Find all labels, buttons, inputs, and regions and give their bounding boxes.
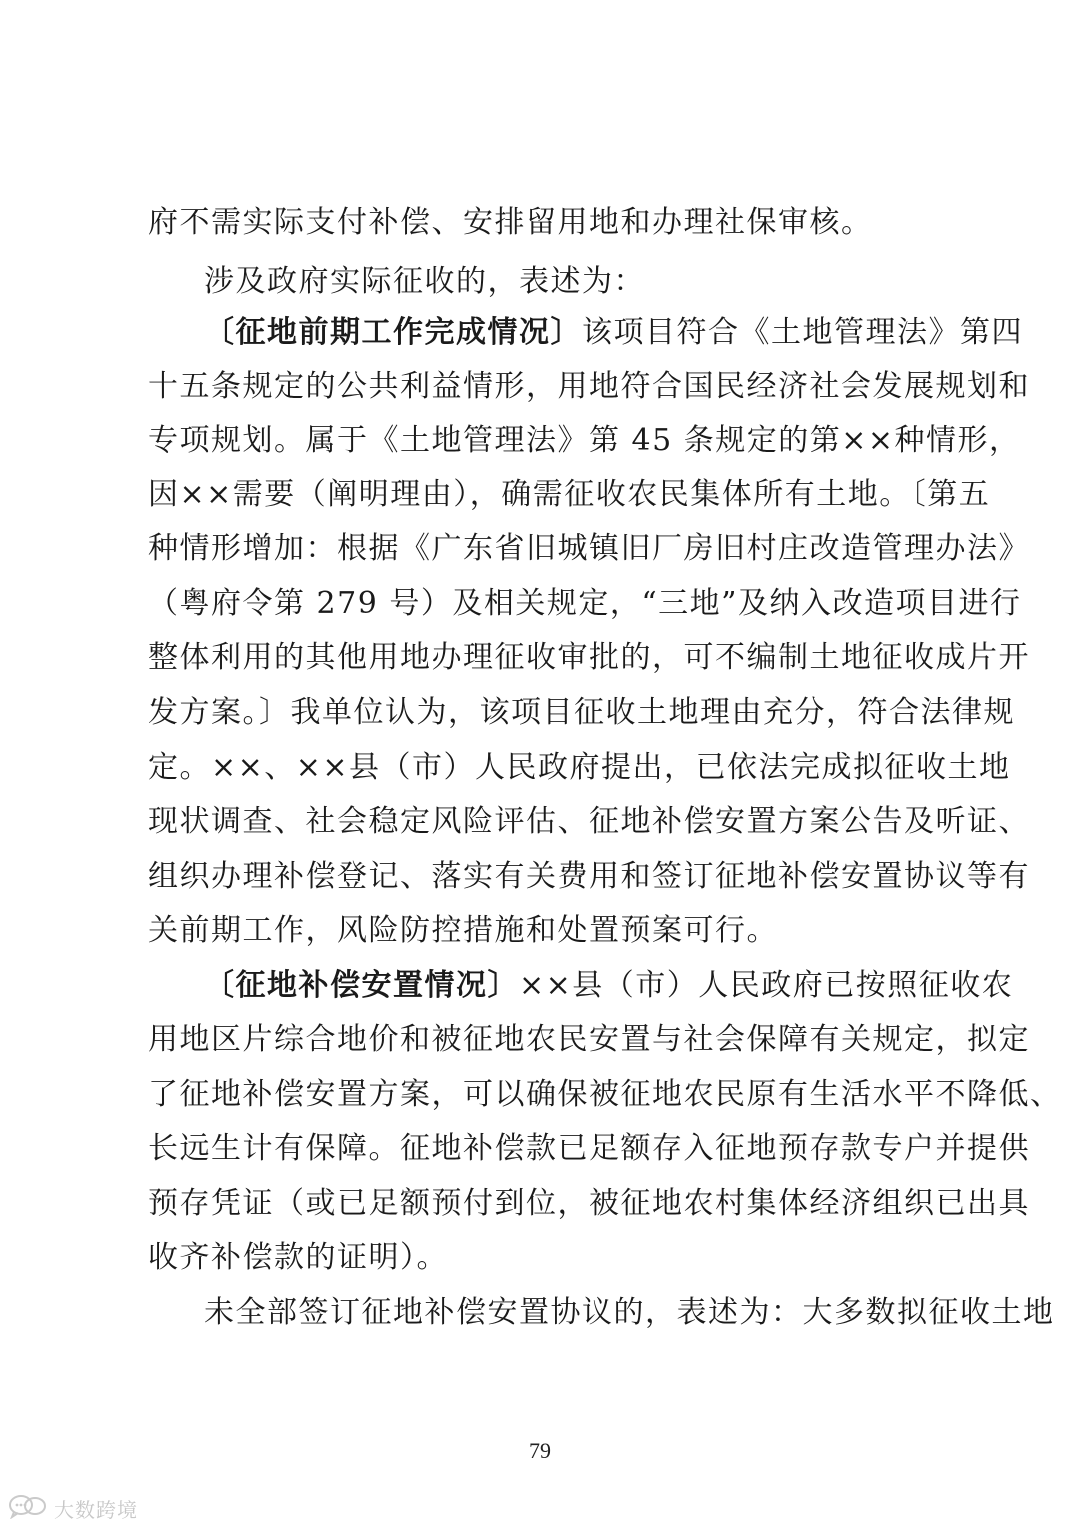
section-heading-land-preparation: 〔征地前期工作完成情况〕	[204, 315, 582, 350]
text-line: 现状调查、社会稳定风险评估、征地补偿安置方案公告及听证、	[148, 804, 1030, 839]
text-line: 种情形增加：根据《广东省旧城镇旧厂房旧村庄改造管理办法》	[148, 531, 1030, 566]
watermark-text: 大数跨境	[54, 1497, 138, 1522]
text-line: （粤府令第 279 号）及相关规定，“三地”及纳入改造项目进行	[148, 586, 1022, 621]
text-line: 未全部签订征地补偿安置协议的，表述为：大多数拟征收土地	[204, 1295, 1055, 1330]
text-line: 预存凭证（或已足额预付到位，被征地农村集体经济组织已出具	[148, 1186, 1030, 1221]
text-line: 收齐补偿款的证明）。	[148, 1240, 448, 1275]
text-line: 府不需实际支付补偿、安排留用地和办理社保审核。	[148, 205, 873, 240]
text-line: 了征地补偿安置方案，可以确保被征地农民原有生活水平不降低、	[148, 1077, 1062, 1112]
text-line: 关前期工作，风险防控措施和处置预案可行。	[148, 913, 778, 948]
chat-bubble-logo-icon	[8, 1493, 48, 1523]
text-line: 整体利用的其他用地办理征收审批的，可不编制土地征收成片开	[148, 640, 1030, 675]
text-line: 组织办理补偿登记、落实有关费用和签订征地补偿安置协议等有	[148, 859, 1030, 894]
text-line	[204, 959, 1014, 1013]
text-line: 发方案。〕我单位认为，该项目征收土地理由充分，符合法律规	[148, 695, 1015, 730]
text-run: ××县（市）人民政府已按照征收农	[519, 968, 1014, 1003]
text-line: 十五条规定的公共利益情形，用地符合国民经济社会发展规划和	[148, 369, 1030, 404]
watermark	[8, 1492, 138, 1524]
text-line: 因××需要（阐明理由），确需征收农民集体所有土地。〔第五	[148, 477, 991, 512]
text-run: 该项目符合《土地管理法》第四	[582, 315, 1023, 350]
text-line: 专项规划。属于《土地管理法》第 45 条规定的第××种情形，	[148, 423, 1021, 458]
text-line: 定。××、××县（市）人民政府提出，已依法完成拟征收土地	[148, 750, 1011, 785]
page-number: 79	[529, 1438, 551, 1463]
text-line: 涉及政府实际征收的，表述为：	[204, 264, 645, 299]
text-line: 用地区片综合地价和被征地农民安置与社会保障有关规定，拟定	[148, 1022, 1030, 1057]
text-line	[204, 306, 1023, 360]
text-line: 长远生计有保障。征地补偿款已足额存入征地预存款专户并提供	[148, 1131, 1030, 1166]
section-heading-compensation: 〔征地补偿安置情况〕	[204, 968, 519, 1003]
